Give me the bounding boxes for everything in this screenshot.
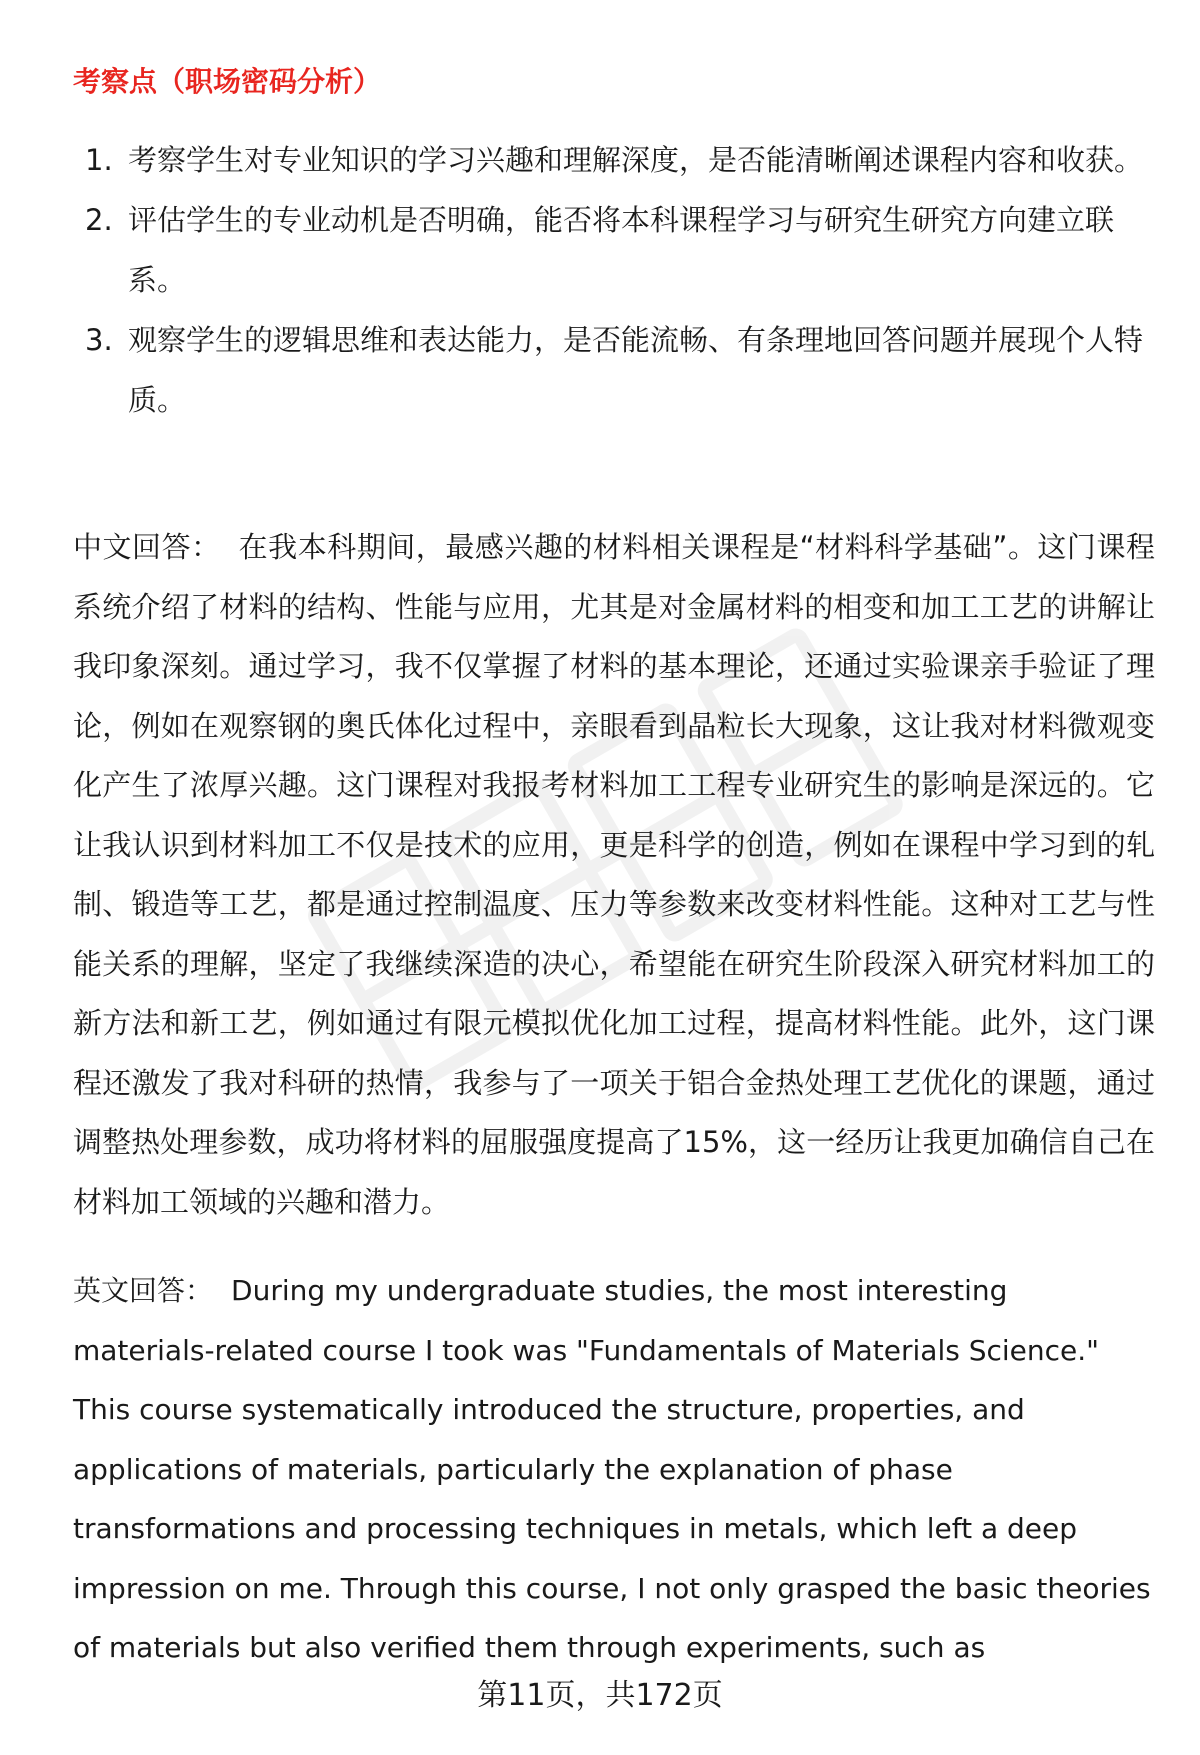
list-item-text: 观察学生的逻辑思维和表达能力，是否能流畅、有条理地回答问题并展现个人特质。 — [128, 323, 1144, 417]
list-item-number: 2. — [85, 203, 113, 237]
english-answer-text: During my undergraduate studies, the most interesting materials-related course I took was "Fundamentals of Materials Science." This course systematically introduced the structure, properties, and applications of materials, particularly the explanation of phase transformations and processing techniques in metals, which left a deep impression on me. Through this course, I not only grasped the basic theories of materials but also verified them through experiments, such as — [73, 1274, 1151, 1664]
chinese-answer-text: 在我本科期间，最感兴趣的材料相关课程是“材料科学基础”。这门课程系统介绍了材料的结构、性能与应用，尤其是对金属材料的相变和加工工艺的讲解让我印象深刻。通过学习，我不仅掌握了材料的基本理论，还通过实验课亲手验证了理论，例如在观察钢的奥氏体化过程中，亲眼看到晶粒长大现象，这让我对材料微观变化产生了浓厚兴趣。这门课程对我报考材料加工工程专业研究生的影响是深远的。它让我认识到材料加工不仅是技术的应用，更是科学的创造，例如在课程中学习到的轧制、锻造等工艺，都是通过控制温度、压力等参数来改变材料性能。这种对工艺与性能关系的理解，坚定了我继续深造的决心，希望能在研究生阶段深入研究材料加工的新方法和新工艺，例如通过有限元模拟优化加工过程，提高材料性能。此外，这门课程还激发了我对科研的热情，我参与了一项关于铝合金热处理工艺优化的课题，通过调整热处理参数，成功将材料的屈服强度提高了15%，这一经历让我更加确信自己在材料加工领域的兴趣和潜力。 — [73, 530, 1155, 1219]
list-item-text: 评估学生的专业动机是否明确，能否将本科课程学习与研究生研究方向建立联系。 — [128, 203, 1115, 297]
english-answer-label: 英文回答： — [73, 1274, 214, 1307]
section-title: 考察点（职场密码分析） — [73, 65, 382, 98]
list-item — [73, 130, 1155, 190]
list-item — [73, 310, 1155, 430]
page-number-footer: 第11页，共172页 — [477, 1678, 723, 1713]
list-item-number: 3. — [85, 323, 113, 357]
list-item — [73, 190, 1155, 310]
chinese-answer-paragraph — [73, 518, 1155, 1232]
assessment-points-list — [73, 130, 1155, 430]
list-item-number: 1. — [85, 143, 113, 177]
list-item-text: 考察学生对专业知识的学习兴趣和理解深度，是否能清晰阐述课程内容和收获。 — [128, 143, 1144, 177]
chinese-answer-label: 中文回答： — [73, 530, 221, 564]
english-answer-paragraph — [73, 1261, 1155, 1678]
